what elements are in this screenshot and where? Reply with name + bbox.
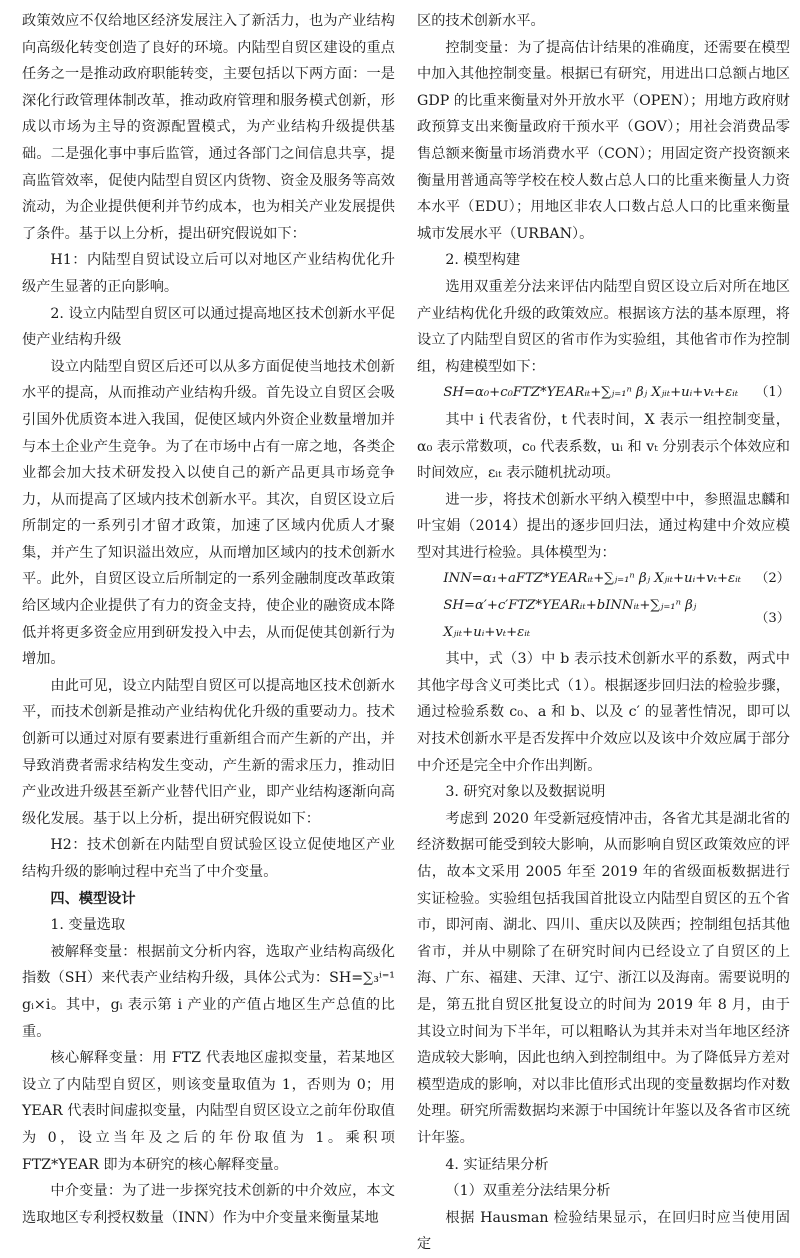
- equation: [417, 380, 790, 407]
- paragraph: （1）双重差分法结果分析: [445, 1183, 611, 1200]
- right-column: [417, 8, 790, 1253]
- paragraph: 由此可见，设立内陆型自贸区可以提高地区技术创新水平，而技术创新是推动产业结构优化升级的重要动力。技术创新可以通过对原有要素进行重新组合而产生新的产出，并导致消费者需求结构发生变动，产生新的需求压力，推动旧产业改进升级甚至新产业替代旧产业，即产业结构逐渐向高级化发展。基于以上分析，提出研究假说如下：: [22, 677, 395, 827]
- equation-formula: INN=α₁+aFTZ*YEARᵢₜ+∑ⱼ₌₁ⁿ βⱼ Xⱼᵢₜ+uᵢ+vₜ+εᵢₜ: [443, 571, 742, 587]
- paragraph: 2. 设立内陆型自贸区可以通过提高地区技术创新水平促使产业结构升级: [22, 305, 395, 349]
- paragraph: 根据 Hausman 检验结果显示，在回归时应当使用固定: [417, 1209, 790, 1253]
- equation-number: （3）: [755, 611, 790, 627]
- equation-number: （2）: [755, 571, 790, 587]
- paragraph: 2. 模型构建: [445, 252, 521, 269]
- section-heading: 四、模型设计: [50, 890, 136, 907]
- paragraph: 4. 实证结果分析: [445, 1156, 549, 1173]
- paragraph: 1. 变量选取: [50, 917, 126, 934]
- equation-formula: SH=α′+c′FTZ*YEARᵢₜ+bINNᵢₜ+∑ⱼ₌₁ⁿ βⱼ Xⱼᵢₜ+uᵢ+vₜ+εᵢₜ: [443, 598, 697, 640]
- paragraph: 控制变量：为了提高估计结果的准确度，还需要在模型中加入其他控制变量。根据已有研究，用进出口总额占地区 GDP 的比重来衡量对外开放水平（OPEN）；用地方政府财政预算支出来衡量政府干预水平（GOV）；用社会消费品零售总额来衡量市场消费水平（CON）；用固定资产投资额来衡量用普通高等学校在校人数占总人口的比重来衡量人力资本水平（EDU）；用地区非农人口数占总人口的比重来衡量城市发展水平（URBAN）。: [417, 39, 790, 242]
- paragraph: 考虑到 2020 年受新冠疫情冲击，各省尤其是湖北省的经济数据可能受到较大影响，从而影响自贸区政策效应的评估，故本文采用 2005 年至 2019 年的省级面板数据进行实证检验。实验组包括我国首批设立内陆型自贸区的五个省市，即河南、湖北、四川、重庆以及陕西；控制组包括其他省市，并从中剔除了在研究时间内已经设立了自贸区的上海、广东、福建、天津、辽宁、浙江以及海南。需要说明的是，第五批自贸区批复设立的时间为 2019 年 8 月，由于其设立时间为下半年，可以粗略认为其并未对当年地区经济造成较大影响，因此也纳入到控制组中。为了降低异方差对模型造成的影响，对以非比值形式出现的变量数据均作对数处理。研究所需数据均来源于中国统计年鉴以及各省市区统计年鉴。: [417, 810, 790, 1146]
- equation: [417, 593, 790, 646]
- equation-number: （1）: [755, 385, 790, 401]
- paragraph: H2：技术创新在内陆型自贸试验区设立促使地区产业结构升级的影响过程中充当了中介变量。: [22, 837, 395, 880]
- equation-formula: SH=α₀+c₀FTZ*YEARᵢₜ+∑ⱼ₌₁ⁿ βⱼ Xⱼᵢₜ+uᵢ+vₜ+εᵢₜ: [443, 385, 739, 401]
- paragraph: 进一步，将技术创新水平纳入模型中中，参照温忠麟和叶宝娟（2014）提出的逐步回归法，通过构建中介效应模型对其进行检验。具体模型为：: [417, 491, 790, 561]
- paragraph: 其中，式（3）中 b 表示技术创新水平的系数，两式中其他字母含义可类比式（1）。根据逐步回归法的检验步骤，通过检验系数 c₀、a 和 b、以及 c′ 的显著性情况，即可以对技术创新水平是否发挥中介效应以及该中介效应属于部分中介还是完全中介作出判断。: [417, 651, 790, 774]
- equation: [417, 566, 790, 593]
- paragraph: 其中 i 代表省份，t 代表时间，X 表示一组控制变量，α₀ 表示常数项，c₀ 代表系数，uᵢ 和 vₜ 分别表示个体效应和时间效应，εᵢₜ 表示随机扰动项。: [417, 411, 790, 482]
- paragraph: 政策效应不仅给地区经济发展注入了新活力，也为产业结构向高级化转变创造了良好的环境。内陆型自贸区建设的重点任务之一是推动政府职能转变，主要包括以下两方面：一是深化行政管理体制改革，推动政府管理和服务模式创新，形成以市场为主导的资源配置模式，为产业结构升级提供基础。二是强化事中事后监管，通过各部门之间信息共享，提高监管效率，促使内陆型自贸区内货物、资金及服务等高效流动，为企业提供便利并节约成本，也为相关产业发展提供了条件。基于以上分析，提出研究假说如下：: [22, 13, 395, 242]
- paragraph: 被解释变量：根据前文分析内容，选取产业结构高级化指数（SH）来代表产业结构升级，具体公式为：SH=∑₃ⁱ⁼¹ gᵢ×i。其中，gᵢ 表示第 i 产业的产值占地区生产总值的比重。: [22, 943, 395, 1040]
- paragraph: 核心解释变量：用 FTZ 代表地区虚拟变量，若某地区设立了内陆型自贸区，则该变量取值为 1，否则为 0；用 YEAR 代表时间虚拟变量，内陆型自贸区设立之前年份取值为 0，设立当年及之后的年份取值为 1。乘积项 FTZ*YEAR 即为本研究的核心解释变量。: [22, 1050, 395, 1173]
- paragraph: 区的技术创新水平。: [417, 13, 545, 29]
- paragraph: 中介变量：为了进一步探究技术创新的中介效应，本文选取地区专利授权数量（INN）作为中介变量来衡量某地: [22, 1183, 395, 1226]
- paragraph: 3. 研究对象以及数据说明: [445, 784, 606, 801]
- paragraph: 设立内陆型自贸区后还可以从多方面促使当地技术创新水平的提高，从而推动产业结构升级。首先设立自贸区会吸引国外优质资本进入我国，促使区域内外资企业数量增加并与本土企业产生竞争。为了在市场中占有一席之地，各类企业都会加大技术研发投入以使自己的新产品更具市场竞争力，从而提高了区域内技术创新水平。其次，自贸区设立后所制定的一系列引才留才政策，加速了区域内优质人才聚集，并产生了知识溢出效应，从而增加区域内的技术创新水平。此外，自贸区设立后所制定的一系列金融制度改革政策给区域内企业提供了有力的资金支持，使企业的融资成本降低并将更多资金应用到研发投入中去，从而促使其创新行为增加。: [22, 358, 395, 668]
- left-column: [22, 8, 395, 1226]
- paragraph: H1：内陆型自贸试设立后可以对地区产业结构优化升级产生显著的正向影响。: [22, 252, 395, 295]
- paragraph: 选用双重差分法来评估内陆型自贸区设立后对所在地区产业结构优化升级的政策效应。根据该方法的基本原理，将设立了内陆型自贸区的省市作为实验组，其他省市作为控制组，构建模型如下：: [417, 278, 790, 375]
